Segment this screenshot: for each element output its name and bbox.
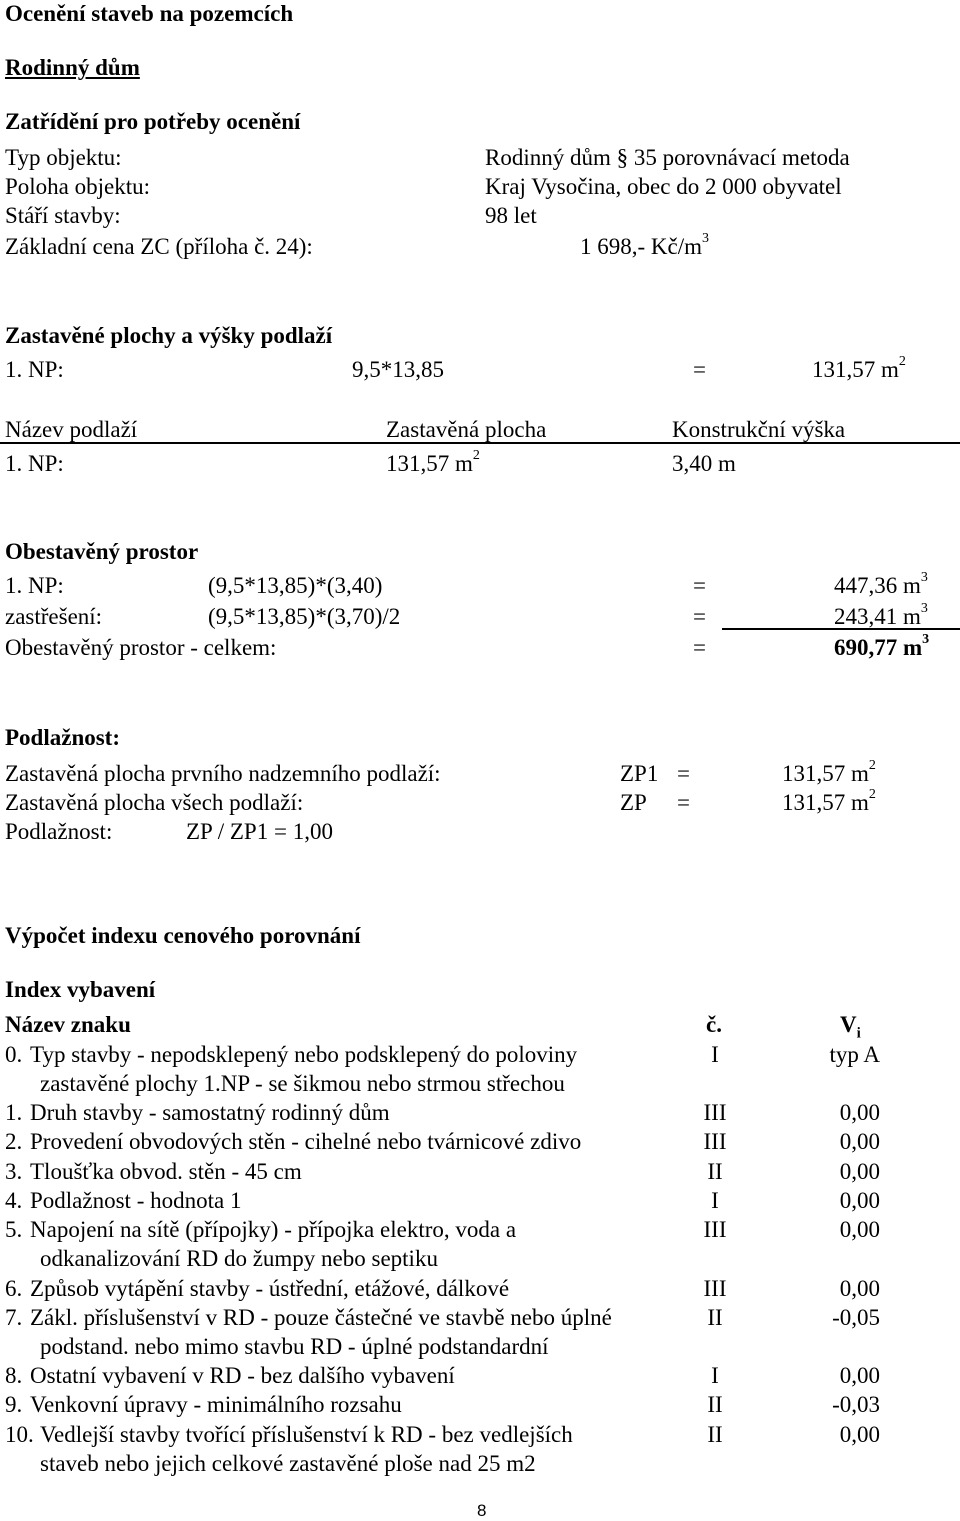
- index-item-value: 0,00: [839, 1129, 880, 1154]
- floor-ratio-result-text: 131,57 m: [782, 761, 869, 786]
- volume-label: zastřešení:: [5, 604, 103, 629]
- index-item-value: 0,00: [839, 1159, 880, 1184]
- index-item-value: -0,03: [832, 1392, 880, 1417]
- unit-exponent: 2: [868, 758, 876, 773]
- index-item-number: 0.: [5, 1042, 23, 1067]
- calc-result-text: 131,57 m: [812, 357, 899, 382]
- column-header-v: V: [840, 1012, 857, 1037]
- built-area-heading: Zastavěné plochy a výšky podlaží: [5, 323, 333, 348]
- index-item-value: 0,00: [839, 1276, 880, 1301]
- table-header-area: Zastavěná plocha: [386, 417, 547, 442]
- calc-formula: 9,5*13,85: [352, 357, 444, 382]
- volume-total-text: 690,77 m: [834, 635, 923, 660]
- unit-exponent: 3: [920, 601, 928, 616]
- classification-heading: Zatřídění pro potřeby ocenění: [5, 109, 301, 134]
- index-item-text-continuation: staveb nebo jejich celkové zastavěné ploše nad 25 m2: [40, 1451, 536, 1476]
- index-item-text: Ostatní vybavení v RD - bez dalšího vybavení: [30, 1363, 455, 1388]
- floor-ratio-code: ZP: [620, 790, 647, 815]
- index-item-number: 8.: [5, 1363, 23, 1388]
- classification-label: Typ objektu:: [5, 145, 122, 170]
- floor-ratio-result: [782, 758, 876, 786]
- volume-result-text: 243,41 m: [834, 604, 921, 629]
- index-item-value: -0,05: [832, 1305, 880, 1330]
- base-price-value: [580, 231, 710, 259]
- index-item-roman: II: [707, 1159, 723, 1184]
- index-item-text: Způsob vytápění stavby - ústřední, etážové, dálkové: [30, 1276, 510, 1301]
- index-item-text: Typ stavby - nepodsklepený nebo podsklepený do poloviny: [30, 1042, 578, 1067]
- table-cell-floor: 1. NP:: [5, 451, 64, 476]
- index-item-text: Druh stavby - samostatný rodinný dům: [30, 1100, 390, 1125]
- index-item-text: Tloušťka obvod. stěn - 45 cm: [30, 1159, 302, 1184]
- unit-exponent: 3: [702, 231, 710, 246]
- index-item-roman: II: [707, 1305, 723, 1330]
- index-item-text: Provedení obvodových stěn - cihelné nebo tvárnicové zdivo: [30, 1129, 582, 1154]
- floor-ratio-label: Zastavěná plocha všech podlaží:: [5, 790, 304, 815]
- unit-exponent: 3: [922, 632, 930, 647]
- column-header-number: č.: [706, 1012, 722, 1037]
- calc-result: [812, 354, 906, 382]
- index-item-roman: II: [707, 1422, 723, 1447]
- index-item-text: Podlažnost - hodnota 1: [30, 1188, 242, 1213]
- index-item-number: 5.: [5, 1217, 23, 1242]
- volume-label: 1. NP:: [5, 573, 64, 598]
- floor-ratio-heading: Podlažnost:: [5, 725, 120, 750]
- index-item-value: typ A: [829, 1042, 880, 1067]
- index-item-number: 10.: [5, 1422, 34, 1447]
- table-header-height: Konstrukční výška: [672, 417, 846, 442]
- index-item-number: 3.: [5, 1159, 23, 1184]
- volume-result: [834, 570, 928, 598]
- index-item-text: Napojení na sítě (přípojky) - přípojka elektro, voda a: [30, 1217, 517, 1242]
- index-item-number: 2.: [5, 1129, 23, 1154]
- floor-ratio-summary-value: ZP / ZP1 = 1,00: [186, 819, 333, 844]
- index-item-value: 0,00: [839, 1422, 880, 1447]
- classification-value: Rodinný dům § 35 porovnávací metoda: [485, 145, 850, 170]
- index-item-text: Vedlejší stavby tvořící příslušenství k RD - bez vedlejších: [40, 1422, 573, 1447]
- volume-total-result: [834, 632, 930, 660]
- classification-value: Kraj Vysočina, obec do 2 000 obyvatel: [485, 174, 842, 199]
- table-header-floor: Název podlaží: [5, 417, 138, 442]
- volume-total-equals: =: [693, 635, 706, 660]
- index-item-roman: I: [711, 1188, 719, 1213]
- index-item-number: 4.: [5, 1188, 23, 1213]
- volume-formula: (9,5*13,85)*(3,70)/2: [208, 604, 401, 629]
- index-item-roman: II: [707, 1392, 723, 1417]
- page-number: 8: [477, 1501, 487, 1520]
- volume-heading: Obestavěný prostor: [5, 539, 199, 564]
- index-item-number: 1.: [5, 1100, 23, 1125]
- table-header-rule: [0, 442, 960, 444]
- volume-equals: =: [693, 604, 706, 629]
- table-cell-height: 3,40 m: [672, 451, 736, 476]
- index-item-roman: III: [703, 1100, 727, 1125]
- index-item-value: 0,00: [839, 1217, 880, 1242]
- index-item-roman: I: [711, 1042, 719, 1067]
- calc-label: 1. NP:: [5, 357, 64, 382]
- index-heading: Výpočet indexu cenového porovnání: [5, 923, 361, 948]
- index-item-value: 0,00: [839, 1100, 880, 1125]
- base-price-text: 1 698,- Kč/m: [580, 234, 703, 259]
- index-subheading: Index vybavení: [5, 977, 156, 1002]
- index-item-roman: I: [711, 1363, 719, 1388]
- column-header-name: Název znaku: [5, 1012, 131, 1037]
- index-item-value: 0,00: [839, 1363, 880, 1388]
- index-item-value: 0,00: [839, 1188, 880, 1213]
- floor-ratio-result: [782, 787, 876, 815]
- page-subtitle: Rodinný dům: [5, 55, 140, 80]
- floor-ratio-code: ZP1: [620, 761, 659, 786]
- index-item-number: 7.: [5, 1305, 23, 1330]
- volume-result: [834, 601, 928, 629]
- column-header-v-subscript: i: [856, 1025, 861, 1042]
- index-item-roman: III: [703, 1276, 727, 1301]
- volume-formula: (9,5*13,85)*(3,40): [208, 573, 383, 598]
- index-item-number: 9.: [5, 1392, 23, 1417]
- unit-exponent: 3: [920, 570, 928, 585]
- classification-label: Stáří stavby:: [5, 203, 121, 228]
- unit-exponent: 2: [898, 354, 906, 369]
- classification-label: Základní cena ZC (příloha č. 24):: [5, 234, 313, 259]
- index-item-roman: III: [703, 1217, 727, 1242]
- index-item-text: Zákl. příslušenství v RD - pouze částečné ve stavbě nebo úplné: [30, 1305, 612, 1330]
- index-item-text: Venkovní úpravy - minimálního rozsahu: [30, 1392, 402, 1417]
- volume-result-text: 447,36 m: [834, 573, 921, 598]
- calc-equals: =: [693, 357, 706, 382]
- page-title: Ocenění staveb na pozemcích: [5, 1, 294, 26]
- floor-ratio-equals: =: [677, 790, 690, 815]
- column-header-value: [840, 1013, 861, 1042]
- floor-ratio-label: Zastavěná plocha prvního nadzemního podlaží:: [5, 761, 441, 786]
- index-item-roman: III: [703, 1129, 727, 1154]
- volume-equals: =: [693, 573, 706, 598]
- index-item-text-continuation: odkanalizování RD do žumpy nebo septiku: [40, 1246, 438, 1271]
- volume-total-label: Obestavěný prostor - celkem:: [5, 635, 277, 660]
- classification-value: 98 let: [485, 203, 537, 228]
- unit-exponent: 2: [868, 787, 876, 802]
- index-item-text-continuation: podstand. nebo mimo stavbu RD - úplné podstandardní: [40, 1334, 549, 1359]
- floor-ratio-result-text: 131,57 m: [782, 790, 869, 815]
- table-cell-area: [386, 448, 480, 476]
- table-cell-area-text: 131,57 m: [386, 451, 473, 476]
- index-item-number: 6.: [5, 1276, 23, 1301]
- sum-rule: [722, 628, 960, 630]
- floor-ratio-equals: =: [677, 761, 690, 786]
- unit-exponent: 2: [472, 448, 480, 463]
- classification-label: Poloha objektu:: [5, 174, 151, 199]
- index-item-text-continuation: zastavěné plochy 1.NP - se šikmou nebo strmou střechou: [40, 1071, 565, 1096]
- floor-ratio-summary-label: Podlažnost:: [5, 819, 113, 844]
